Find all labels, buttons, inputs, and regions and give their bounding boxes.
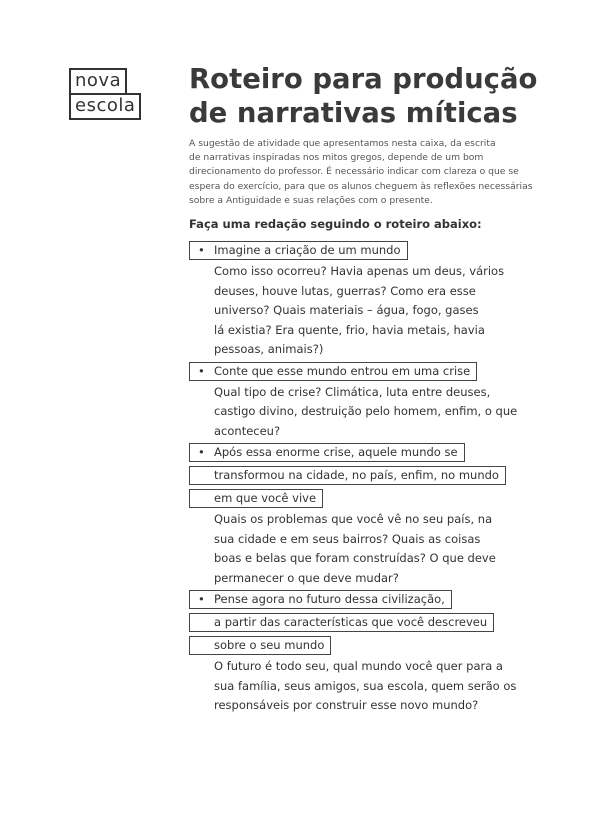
intro-line: A sugestão de atividade que apresentamos nesta caixa, da escrita <box>189 138 496 149</box>
item-heading-line <box>189 443 465 462</box>
bullet-icon: • <box>198 363 205 378</box>
item-body-line: responsáveis por construir esse novo mundo? <box>214 698 479 712</box>
item-body-line: deuses, houve lutas, guerras? Como era esse <box>214 283 476 298</box>
item-body <box>214 657 534 716</box>
item-body <box>214 383 534 442</box>
bullet-icon: • <box>198 445 205 459</box>
roteiro-item-4 <box>189 588 549 716</box>
item-body-line: Qual tipo de crise? Climática, luta entre deuses, <box>214 384 491 399</box>
item-heading-text: Pense agora no futuro dessa civilização, <box>214 592 445 606</box>
item-heading-line <box>189 362 477 381</box>
item-heading-line <box>189 241 408 260</box>
item-heading-text: sobre o seu mundo <box>214 638 325 652</box>
item-heading-line <box>189 466 506 485</box>
title-line-1: Roteiro para produção <box>189 63 538 95</box>
item-body-line: aconteceu? <box>214 423 281 438</box>
item-body-line: Como isso ocorreu? Havia apenas um deus, vários <box>214 264 505 278</box>
bullet-icon: • <box>198 592 205 606</box>
item-heading-text: transformou na cidade, no país, enfim, no mundo <box>214 468 499 482</box>
item-heading-line <box>189 636 331 655</box>
item-body-line: castigo divino, destruição pelo homem, enfim, o que <box>214 404 518 418</box>
intro-line: direcionamento do professor. É necessário indicar com clareza o que se <box>189 166 519 178</box>
intro-line: espera do exercício, para que os alunos cheguem às reflexões necessárias <box>189 180 533 192</box>
instruction-heading: Faça uma redação seguindo o roteiro abaixo: <box>189 217 482 231</box>
roteiro-item-1 <box>189 239 549 360</box>
item-heading-text: em que você vive <box>214 491 317 505</box>
item-heading-line <box>189 489 323 508</box>
item-body-line: lá existia? Era quente, frio, havia metais, havia <box>214 322 485 337</box>
logo-word-bottom: escola <box>69 93 141 120</box>
bullet-icon: • <box>198 243 205 257</box>
item-body <box>214 510 534 588</box>
nova-escola-logo <box>69 68 149 120</box>
item-heading-text: a partir das características que você descreveu <box>214 615 488 629</box>
item-body-line: pessoas, animais?) <box>214 342 324 356</box>
roteiro-list <box>189 239 549 716</box>
item-body-line: permanecer o que deve mudar? <box>214 570 399 585</box>
item-body-line: sua família, seus amigos, sua escola, quem serão os <box>214 678 517 693</box>
item-body-line: universo? Quais materiais – água, fogo, gases <box>214 303 479 317</box>
roteiro-item-2 <box>189 360 549 442</box>
roteiro-item-3 <box>189 441 549 588</box>
item-body <box>214 262 534 360</box>
logo-word-top: nova <box>69 68 127 95</box>
intro-paragraph <box>189 137 539 208</box>
item-heading-line <box>189 613 494 632</box>
item-heading-text: Imagine a criação de um mundo <box>214 243 401 257</box>
item-body-line: O futuro é todo seu, qual mundo você quer para a <box>214 659 503 673</box>
intro-line: de narrativas inspiradas nos mitos gregos, depende de um bom <box>189 152 484 164</box>
item-body-line: Quais os problemas que você vê no seu país, na <box>214 512 493 526</box>
item-heading-line <box>189 590 452 609</box>
item-heading-text: Conte que esse mundo entrou em uma crise <box>214 363 471 378</box>
page-title <box>189 62 569 130</box>
item-body-line: boas e belas que foram construídas? O que deve <box>214 551 496 565</box>
item-heading-text: Após essa enorme crise, aquele mundo se <box>214 445 458 459</box>
title-line-2: de narrativas míticas <box>189 97 518 129</box>
item-body-line: sua cidade e em seus bairros? Quais as coisas <box>214 531 481 546</box>
intro-line: sobre a Antiguidade e suas relações com o presente. <box>189 194 433 206</box>
